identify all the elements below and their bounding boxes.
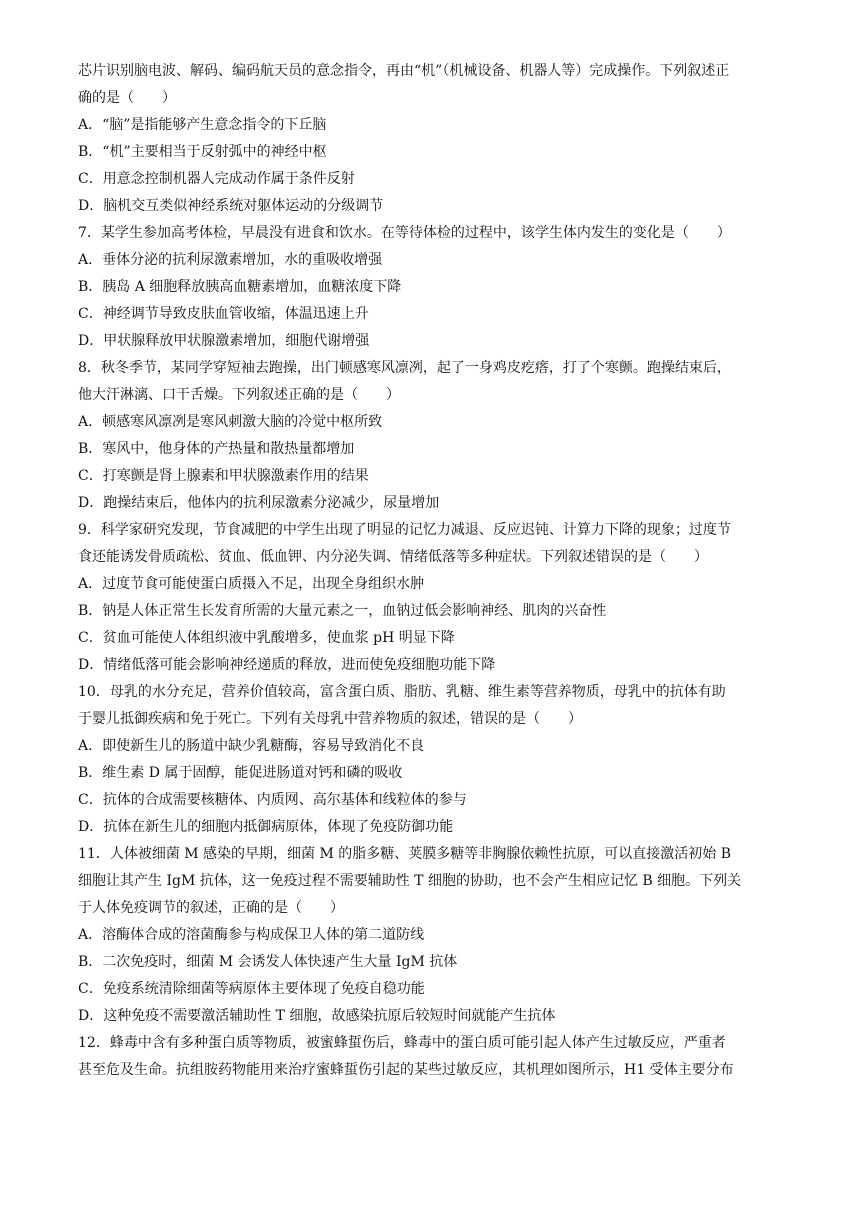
option-a: A．垂体分泌的抗利尿激素增加，水的重吸收增强 — [78, 252, 383, 268]
option-c: C．免疫系统清除细菌等病原体主要体现了免疫自稳功能 — [78, 981, 425, 997]
question-11-cont: 细胞让其产生 IgM 抗体，这一免疫过程不需要辅助性 T 细胞的协助，也不会产生相应记忆 B 细胞。下列关 — [78, 873, 742, 889]
option-b: B．维生素 D 属于固醇，能促进肠道对钙和磷的吸收 — [78, 765, 403, 781]
question-11: 11．人体被细菌 M 感染的早期，细菌 M 的脂多糖、荚膜多糖等非胸腺依赖性抗原，可以直接激活初始 B — [78, 846, 732, 862]
option-b: B．“机”主要相当于反射弧中的神经中枢 — [78, 144, 327, 160]
option-d: D．情绪低落可能会影响神经递质的释放，进而使免疫细胞功能下降 — [78, 657, 496, 673]
text-line: 芯片识别脑电波、解码、编码航天员的意念指令，再由“机”（机械设备、机器人等）完成操作。下列叙述正 — [78, 63, 730, 79]
option-d: D．跑操结束后，他体内的抗利尿激素分泌减少，尿量增加 — [78, 495, 440, 511]
question-11-cont: 于人体免疫调节的叙述，正确的是（ ） — [78, 900, 344, 916]
question-10: 10．母乳的水分充足，营养价值较高，富含蛋白质、脂肪、乳糖、维生素等营养物质，母乳中的抗体有助 — [78, 684, 726, 700]
option-c: C．贫血可能使人体组织液中乳酸增多，使血浆 pH 明显下降 — [78, 630, 455, 646]
option-b: B．胰岛 A 细胞释放胰高血糖素增加，血糖浓度下降 — [78, 279, 402, 295]
document-body — [78, 58, 788, 1084]
option-b: B．寒风中，他身体的产热量和散热量都增加 — [78, 441, 355, 457]
question-12: 12．蜂毒中含有多种蛋白质等物质，被蜜蜂蜇伤后，蜂毒中的蛋白质可能引起人体产生过敏反应，严重者 — [78, 1035, 726, 1051]
option-c: C．神经调节导致皮肤血管收缩，体温迅速上升 — [78, 306, 369, 322]
option-b: B．钠是人体正常生长发育所需的大量元素之一，血钠过低会影响神经、肌肉的兴奋性 — [78, 603, 607, 619]
question-8: 8．秋冬季节，某同学穿短袖去跑操，出门顿感寒风凛冽，起了一身鸡皮疙瘩，打了个寒颤。跑操结束后， — [78, 360, 731, 376]
question-10-cont: 于婴儿抵御疾病和免于死亡。下列有关母乳中营养物质的叙述，错误的是（ ） — [78, 711, 582, 727]
option-b: B．二次免疫时，细菌 M 会诱发人体快速产生大量 IgM 抗体 — [78, 954, 458, 970]
option-a: A．即使新生儿的肠道中缺少乳糖酶，容易导致消化不良 — [78, 738, 425, 754]
option-d: D．脑机交互类似神经系统对躯体运动的分级调节 — [78, 198, 384, 214]
question-9: 9．科学家研究发现，节食减肥的中学生出现了明显的记忆力减退、反应迟钝、计算力下降的现象；过度节 — [78, 522, 731, 538]
text-line: 确的是（ ） — [78, 90, 176, 106]
question-9-cont: 食还能诱发骨质疏松、贫血、低血钾、内分泌失调、情绪低落等多种症状。下列叙述错误的是（ ） — [78, 549, 708, 565]
option-d: D．抗体在新生儿的细胞内抵御病原体，体现了免疫防御功能 — [78, 819, 454, 835]
option-d: D．这种免疫不需要激活辅助性 T 细胞，故感染抗原后较短时间就能产生抗体 — [78, 1008, 556, 1024]
option-d: D．甲状腺释放甲状腺激素增加，细胞代谢增强 — [78, 333, 370, 349]
option-a: A．溶酶体合成的溶菌酶参与构成保卫人体的第二道防线 — [78, 927, 425, 943]
option-c: C．抗体的合成需要核糖体、内质网、高尔基体和线粒体的参与 — [78, 792, 467, 808]
question-8-cont: 他大汗淋漓、口干舌燥。下列叙述正确的是（ ） — [78, 387, 400, 403]
question-12-cont: 甚至危及生命。抗组胺药物能用来治疗蜜蜂蜇伤引起的某些过敏反应，其机理如图所示，H1 受体主要分布 — [78, 1062, 734, 1078]
option-c: C．用意念控制机器人完成动作属于条件反射 — [78, 171, 355, 187]
option-a: A．“脑”是指能够产生意念指令的下丘脑 — [78, 117, 327, 133]
option-a: A．过度节食可能使蛋白质摄入不足，出现全身组织水肿 — [78, 576, 425, 592]
option-a: A．顿感寒风凛冽是寒风刺激大脑的冷觉中枢所致 — [78, 414, 383, 430]
question-7: 7．某学生参加高考体检，早晨没有进食和饮水。在等待体检的过程中，该学生体内发生的变化是（ ） — [78, 225, 731, 241]
option-c: C．打寒颤是肾上腺素和甲状腺激素作用的结果 — [78, 468, 369, 484]
